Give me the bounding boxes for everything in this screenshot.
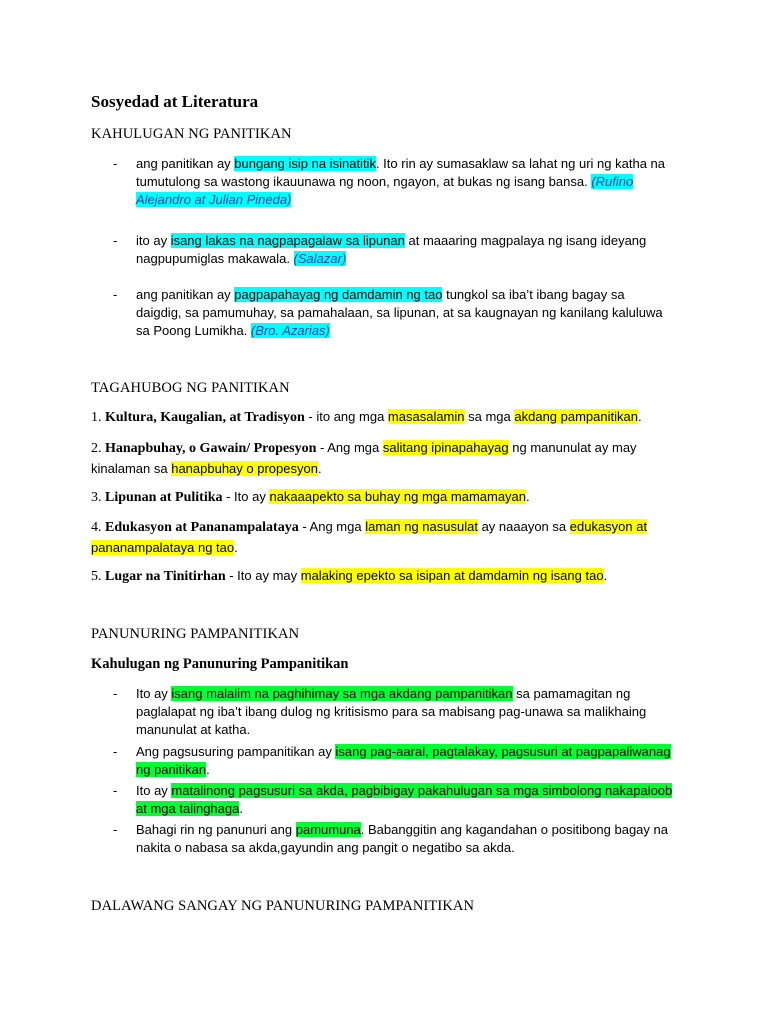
section-heading-panunuring: PANUNURING PAMPANITIKAN [91, 626, 300, 642]
bullet-post: sa pamamagitan ng paglalapat ng iba’t ibang dulog ng kritisismo para sa mabisang pag-unawa sa malikhaing manunulat at katha. [136, 686, 647, 737]
item-term: Lugar na Tinitirhan [105, 569, 226, 584]
item-text-b: ng manunulat ay may kinalaman sa [91, 440, 637, 476]
bullet-highlight: isang pag-aaral, pagtalakay, pagsusuri at pagpapaliwanag ng panitikan [136, 744, 671, 777]
bullet-dash: - [113, 233, 118, 248]
document-title: Sosyedad at Literatura [91, 92, 259, 111]
section-heading-tagahubog: TAGAHUBOG NG PANITIKAN [91, 380, 290, 396]
bullet-text [136, 685, 673, 739]
item-highlight-2: edukasyon at pananampalataya ng tao [91, 519, 648, 555]
item-text-a: - Ang mga [298, 519, 366, 534]
kahulugan-bullet-3 [113, 286, 673, 340]
item-text-a: - Ito ay may [225, 568, 301, 583]
bullet-post: at maaaring magpalaya ng isang ideyang nagpupumiglas makawala. [136, 233, 647, 266]
item-text-b: . [526, 489, 530, 504]
bullet-pre: Ang pagsusuring pampanitikan ay [136, 744, 336, 759]
item-number: 4. [91, 520, 102, 535]
bullet-dash: - [113, 744, 118, 759]
item-number: 1. [91, 410, 102, 425]
tagahubog-item-3 [91, 487, 681, 508]
item-highlight-1: nakaaapekto sa buhay ng mga mamamayan [269, 489, 527, 504]
item-highlight-2: hanapbuhay o propesyon [171, 461, 318, 476]
panunuring-bullet-3 [113, 782, 673, 818]
item-highlight-1: laman ng nasusulat [365, 519, 478, 534]
item-text-c: . [234, 540, 238, 555]
bullet-dash: - [113, 783, 118, 798]
bullet-post: . [239, 801, 243, 816]
item-text-a: - Ang mga [316, 440, 383, 455]
panunuring-bullet-1 [113, 685, 673, 739]
bullet-post: tungkol sa iba’t ibang bagay sa daigdig, sa pamumuhay, sa pamahalaan, sa lipunan, at sa kaugnayan ng kanilang kaluluwa sa Poong Lumikha. [136, 287, 663, 338]
bullet-text [136, 821, 673, 857]
bullet-pre: Ito ay [136, 686, 172, 701]
item-number: 2. [91, 441, 102, 456]
panunuring-bullet-2 [113, 743, 673, 779]
bullet-dash: - [113, 156, 118, 171]
item-text-a: - ito ang mga [304, 409, 388, 424]
item-number: 5. [91, 569, 102, 584]
citation: (Bro. Azarias) [250, 323, 330, 338]
tagahubog-item-2 [91, 438, 681, 480]
bullet-post: . [206, 762, 210, 777]
bullet-pre: ang panitikan ay [136, 287, 235, 302]
panunuring-bullet-4 [113, 821, 673, 857]
bullet-highlight: bungang isip na isinatitik [234, 156, 376, 171]
citation: (Salazar) [293, 251, 347, 266]
section-heading-kahulugan: KAHULUGAN NG PANITIKAN [91, 126, 292, 142]
bullet-text [136, 743, 673, 779]
tagahubog-item-4 [91, 517, 681, 559]
bullet-highlight: pamumuna [295, 822, 361, 837]
bullet-pre: ang panitikan ay [136, 156, 235, 171]
bullet-highlight: matalinong pagsusuri sa akda, pagbibigay pakahulugan sa mga simbolong nakapaloob at mga talinghaga [136, 783, 673, 816]
citation: (Rufino Alejandro at Julian Pineda) [136, 174, 634, 207]
bullet-pre: Ito ay [136, 783, 172, 798]
item-text-b: . [603, 568, 608, 583]
item-text-c: . [317, 461, 322, 476]
bullet-text [136, 286, 673, 340]
bullet-text [136, 782, 673, 818]
bullet-highlight: isang malalim na paghihimay sa mga akdang pampanitikan [171, 686, 513, 701]
item-text-c: . [637, 409, 642, 424]
bullet-highlight: pagpapahayag ng damdamin ng tao [234, 287, 443, 302]
tagahubog-item-1 [91, 407, 681, 428]
item-highlight-1: salitang ipinapahayag [382, 440, 509, 455]
bullet-text [136, 232, 673, 268]
bullet-post: . Ito rin ay sumasaklaw sa lahat ng uri ng katha na tumutulong sa wastong ikauunawa ng noon, ngayon, at bukas ng isang bansa. [136, 156, 665, 189]
item-term: Edukasyon at Pananampalataya [105, 520, 299, 535]
item-highlight-2: akdang pampanitikan [514, 409, 638, 424]
bullet-dash: - [113, 686, 118, 701]
kahulugan-bullet-1 [113, 155, 673, 209]
bullet-dash: - [113, 822, 118, 837]
item-highlight-1: masasalamin [387, 409, 465, 424]
item-text-a: - Ito ay [222, 489, 270, 504]
item-highlight-1: malaking epekto sa isipan at damdamin ng isang tao [300, 568, 604, 583]
bullet-post: . Babanggitin ang kagandahan o positibong bagay na nakita o nabasa sa akda,gayundin ang pangit o negatibo sa akda. [136, 822, 668, 855]
item-number: 3. [91, 490, 102, 505]
bullet-pre: Bahagi rin ng panunuri ang [136, 822, 296, 837]
subheading-kahulugan-panunuring: Kahulugan ng Panunuring Pampanitikan [91, 656, 349, 672]
item-term: Hanapbuhay, o Gawain/ Propesyon [105, 441, 317, 456]
bullet-text [136, 155, 673, 209]
kahulugan-bullet-2 [113, 232, 673, 268]
item-term: Lipunan at Pulitika [105, 490, 223, 505]
bullet-pre: ito ay [136, 233, 171, 248]
section-heading-dalawang-sangay: DALAWANG SANGAY NG PANUNURING PAMPANITIKAN [91, 898, 475, 914]
item-term: Kultura, Kaugalian, at Tradisyon [105, 410, 305, 425]
item-text-b: ay naaayon sa [477, 519, 570, 534]
bullet-highlight: isang lakas na nagpapagalaw sa lipunan [170, 233, 405, 248]
tagahubog-item-5 [91, 566, 681, 587]
bullet-dash: - [113, 287, 118, 302]
item-text-b: sa mga [464, 409, 515, 424]
